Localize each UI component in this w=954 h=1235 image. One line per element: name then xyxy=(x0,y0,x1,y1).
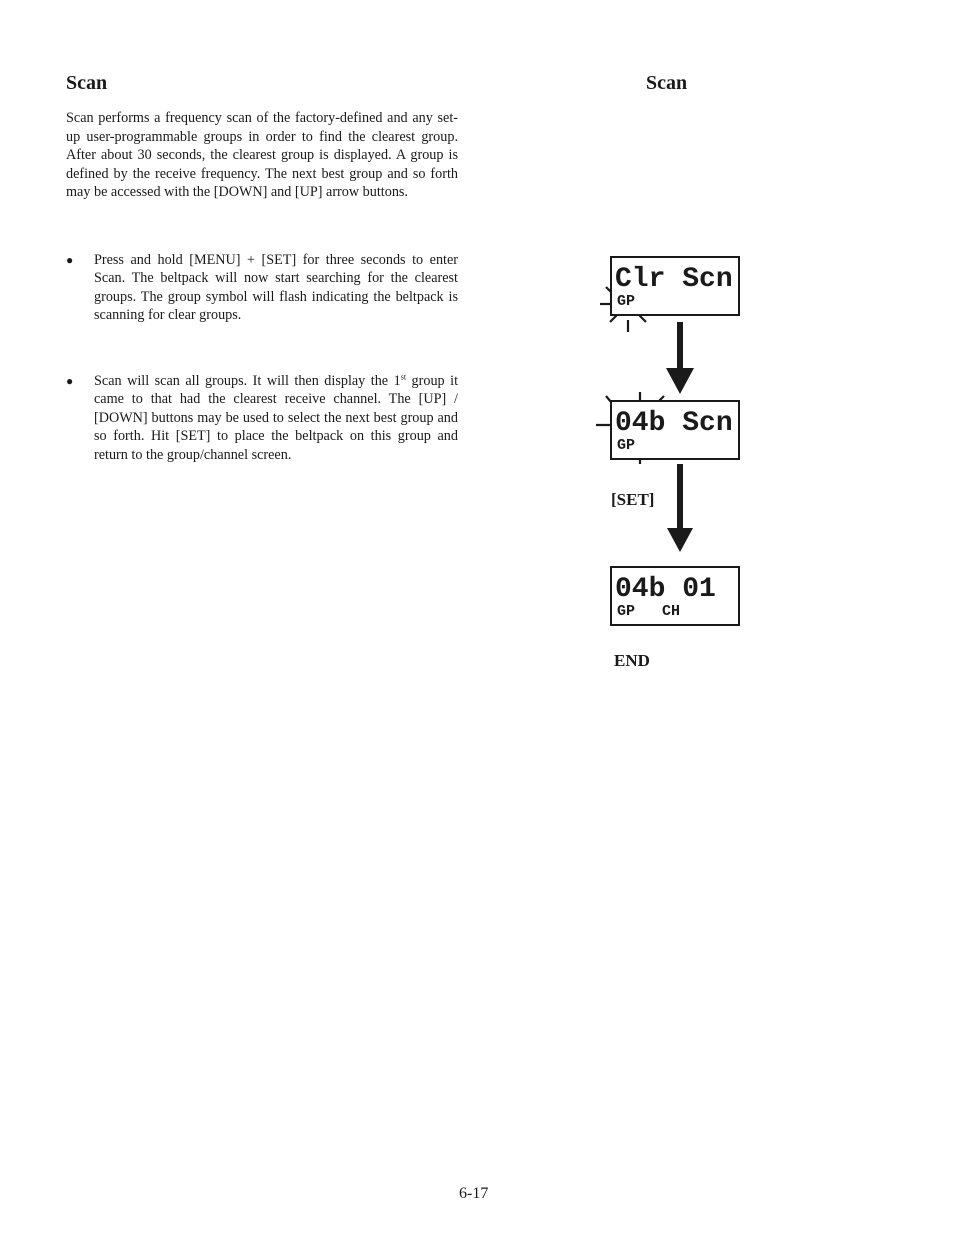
arrow-down-icon-1 xyxy=(666,322,694,394)
page-number: 6-17 xyxy=(459,1185,489,1202)
section-heading: Scan xyxy=(66,72,108,94)
set-button-label: [SET] xyxy=(611,490,655,509)
diagram-heading: Scan xyxy=(646,72,688,94)
lcd-main-text: 04b 01 xyxy=(615,574,716,605)
lcd-main-text: 04b Scn xyxy=(615,408,733,439)
lcd-screen-group-scan xyxy=(610,400,740,460)
lcd-sub-text: GP xyxy=(617,437,636,454)
bullet-icon: ● xyxy=(66,374,74,388)
intro-paragraph: Scan performs a frequency scan of the factory-defined and any set-up user-programmable groups in order to find the clearest group. After about 30 seconds, the clearest group is displayed. A group is defined by the receive frequency. The next best group and so forth may be accessed with the [DOWN] and [UP] arrow buttons. xyxy=(66,110,458,201)
list-item xyxy=(66,372,458,464)
lcd-main-text: Clr Scn xyxy=(615,264,733,295)
ordinal-superscript: st xyxy=(400,372,407,382)
bullet-icon: ● xyxy=(66,253,74,267)
lcd-sub-text: GP xyxy=(617,293,636,310)
arrow-down-icon-2 xyxy=(667,464,693,552)
lcd-sub-text: GP CH xyxy=(617,603,681,620)
end-label: END xyxy=(614,651,650,670)
list-item xyxy=(66,251,458,325)
lcd-screen-group-channel xyxy=(610,566,740,626)
lcd-screen-clear-scan xyxy=(610,256,740,316)
bullet-text: Scan will scan all groups. It will then display the 1st group it came to that had the clearest receive channel. The [UP] / [DOWN] buttons may be used to select the next best group and so forth. Hit [SET] to place the beltpack on this group and return to the group/channel screen. xyxy=(94,372,459,463)
bullet-text: Press and hold [MENU] + [SET] for three seconds to enter Scan. The beltpack will now start searching for the clearest groups. The group symbol will flash indicating the beltpack is scanning for clear groups. xyxy=(94,252,458,324)
